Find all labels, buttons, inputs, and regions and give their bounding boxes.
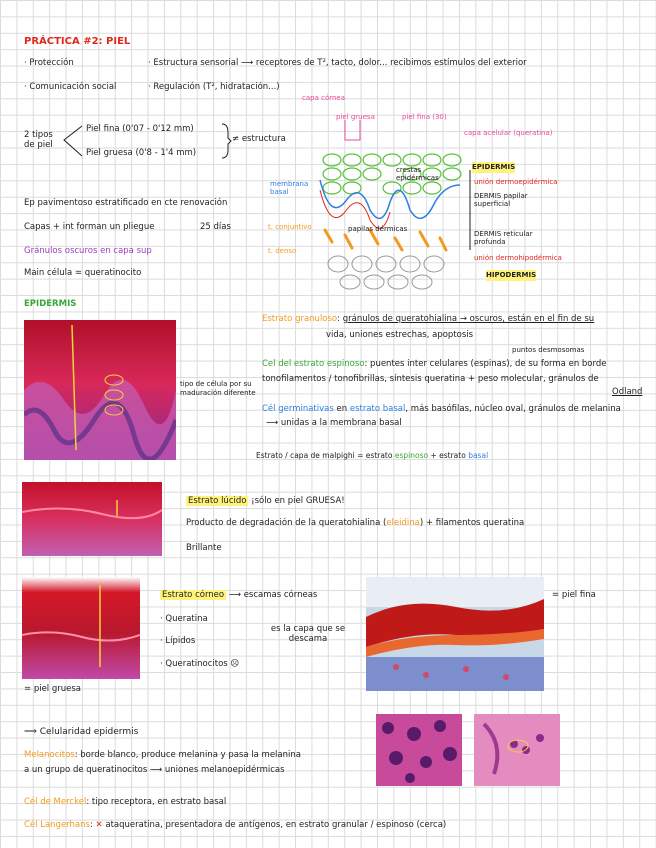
intro-proteccion: · Protección xyxy=(24,58,74,68)
langerhans-name: Cél Langerhans xyxy=(24,820,90,830)
diagram-membrana-basal: membrana basal xyxy=(270,180,309,196)
diagram-capa-acelular: capa acelular (queratina) xyxy=(464,129,553,137)
img1-note: tipo de célula por su maduración diferente xyxy=(180,380,256,397)
brace-right-icon xyxy=(220,122,232,160)
diagram-t-denso: t. denso xyxy=(268,247,297,255)
langerhans-text: ataqueratina, presentadora de antígenos, en estrato granular / espinoso (cerca) xyxy=(105,820,447,830)
histology-image-corneo-fina xyxy=(366,577,544,691)
corneo-queratina: · Queratina xyxy=(160,614,208,624)
germinativas-text: , más basófilas, núcleo oval, gránulos de melanina xyxy=(405,404,621,414)
note-granulos: Gránulos oscuros en capa sup xyxy=(24,246,152,256)
page-title: PRÁCTICA #2: PIEL xyxy=(24,36,131,47)
diagram-piel-gruesa: piel gruesa xyxy=(336,113,375,121)
diagram-piel-fina: piel fina (30) xyxy=(402,113,447,121)
corneo-piel-fina: = piel fina xyxy=(552,590,596,600)
granuloso-text2: vida, uniones estrechas, apoptosis xyxy=(326,330,474,340)
lucido-text-post: ) + filamentos queratina xyxy=(419,518,525,528)
germinativas-name: Cél germinativas xyxy=(262,404,334,414)
tipos-fina: Piel fina (0'07 - 0'12 mm) xyxy=(86,124,194,134)
melanocitos-text2: a un grupo de queratinocitos ⟶ uniones melanoepidérmicas xyxy=(24,765,285,775)
lucido-text-pre: Producto de degradación de la queratohialina ( xyxy=(186,518,387,528)
diagram-crestas: crestas epidérmicas xyxy=(396,166,439,182)
intro-comunicacion: · Comunicación social xyxy=(24,82,117,92)
granuloso-name: Estrato granuloso xyxy=(262,314,338,324)
corneo-name: Estrato córneo xyxy=(162,590,225,600)
corneo-arrow: ⟶ escamas córneas xyxy=(228,590,318,600)
note-capas: Capas + int forman un pliegue xyxy=(24,222,155,232)
melanocitos-text: : borde blanco, produce melanina y pasa la melanina xyxy=(74,750,301,760)
diagram-hipodermis: HIPODERMIS xyxy=(486,271,537,279)
langerhans-x: ✕ xyxy=(95,820,103,830)
corneo-queratinocitos: · Queratinocitos ☹ xyxy=(160,659,240,669)
histology-image-corneo-gruesa xyxy=(22,577,140,679)
tipos-gruesa: Piel gruesa (0'8 - 1'4 mm) xyxy=(86,148,197,158)
note-ep: Ep pavimentoso estratificado en cte renovación xyxy=(24,198,228,208)
intro-regulacion: · Regulación (T², hidratación...) xyxy=(148,82,280,92)
germinativas-text2: ⟶ unidas a la membrana basal xyxy=(266,418,402,428)
corneo-piel-gruesa: = piel gruesa xyxy=(24,684,82,694)
diagram-t-conjuntivo: t. conjuntivo xyxy=(268,223,312,231)
merkel-name: Cél de Merckel xyxy=(24,797,87,807)
epidermis-label: EPIDERMIS xyxy=(24,299,77,309)
germinativas-basal: estrato basal xyxy=(349,404,406,414)
histology-image-lucido xyxy=(22,482,162,556)
malpighi-mid: + estrato xyxy=(430,451,466,460)
note-celula: Main célula = queratinocito xyxy=(24,268,142,278)
diagram-union: unión dermoepidérmica xyxy=(474,178,558,186)
histology-image-epidermis xyxy=(24,320,176,460)
espinoso-text2: tonofilamentos / tonofibrillas, síntesis queratina + peso molecular, gránulos de xyxy=(262,374,599,384)
diagram-union2: unión dermohipodérmica xyxy=(474,254,562,262)
note-dias: 25 días xyxy=(200,222,231,232)
espinoso-text3: Odland xyxy=(612,387,643,397)
malpighi-espinoso: espinoso xyxy=(394,451,429,460)
tipos-estructura: ≠ estructura xyxy=(232,134,286,144)
intro-estructura: · Estructura sensorial ⟶ receptores de T², tacto, dolor... recibimos estímulos del exterior xyxy=(148,58,527,68)
corneo-lipidos: · Lípidos xyxy=(160,636,196,646)
celularidad-title: ⟹ Celularidad epidermis xyxy=(24,727,139,737)
corneo-capa: es la capa que se descama xyxy=(270,624,346,644)
espinoso-text: : puentes inter celulares (espinas), de su forma en borde xyxy=(364,359,607,369)
diagram-dermis-papilar: DERMIS papilar superficial xyxy=(474,192,528,208)
espinoso-note: puntos desmosomas xyxy=(512,346,585,354)
lucido-name: Estrato lúcido xyxy=(188,496,247,506)
germinativas-mid: en xyxy=(336,404,348,414)
diagram-papilas: papilas dérmicas xyxy=(348,225,408,233)
melanocitos-name: Melanocitos xyxy=(24,750,75,760)
diagram-capa-cornea: capa córnea xyxy=(302,94,346,102)
brace-icon xyxy=(62,124,84,158)
lucido-excl: ¡sólo en piel GRUESA! xyxy=(251,496,345,506)
histology-image-melanocitos xyxy=(376,714,462,786)
merkel-text: : tipo receptora, en estrato basal xyxy=(86,797,227,807)
diagram-dermis-reticular: DERMIS reticular profunda xyxy=(474,230,533,246)
espinoso-name: Cel del estrato espinoso xyxy=(262,359,365,369)
tipos-label: 2 tipos de piel xyxy=(24,130,53,150)
diagram-epidermis: EPIDERMIS xyxy=(472,163,516,171)
malpighi-pre: Estrato / capa de malpighi = estrato xyxy=(256,451,393,460)
histology-image-langerhans xyxy=(474,714,560,786)
granuloso-text: gránulos de queratohialina → oscuros, están en el fin de su xyxy=(342,314,595,324)
lucido-eleidina: eleidina xyxy=(386,518,420,528)
malpighi-basal: basal xyxy=(468,451,489,460)
lucido-brillante: Brillante xyxy=(186,543,222,553)
